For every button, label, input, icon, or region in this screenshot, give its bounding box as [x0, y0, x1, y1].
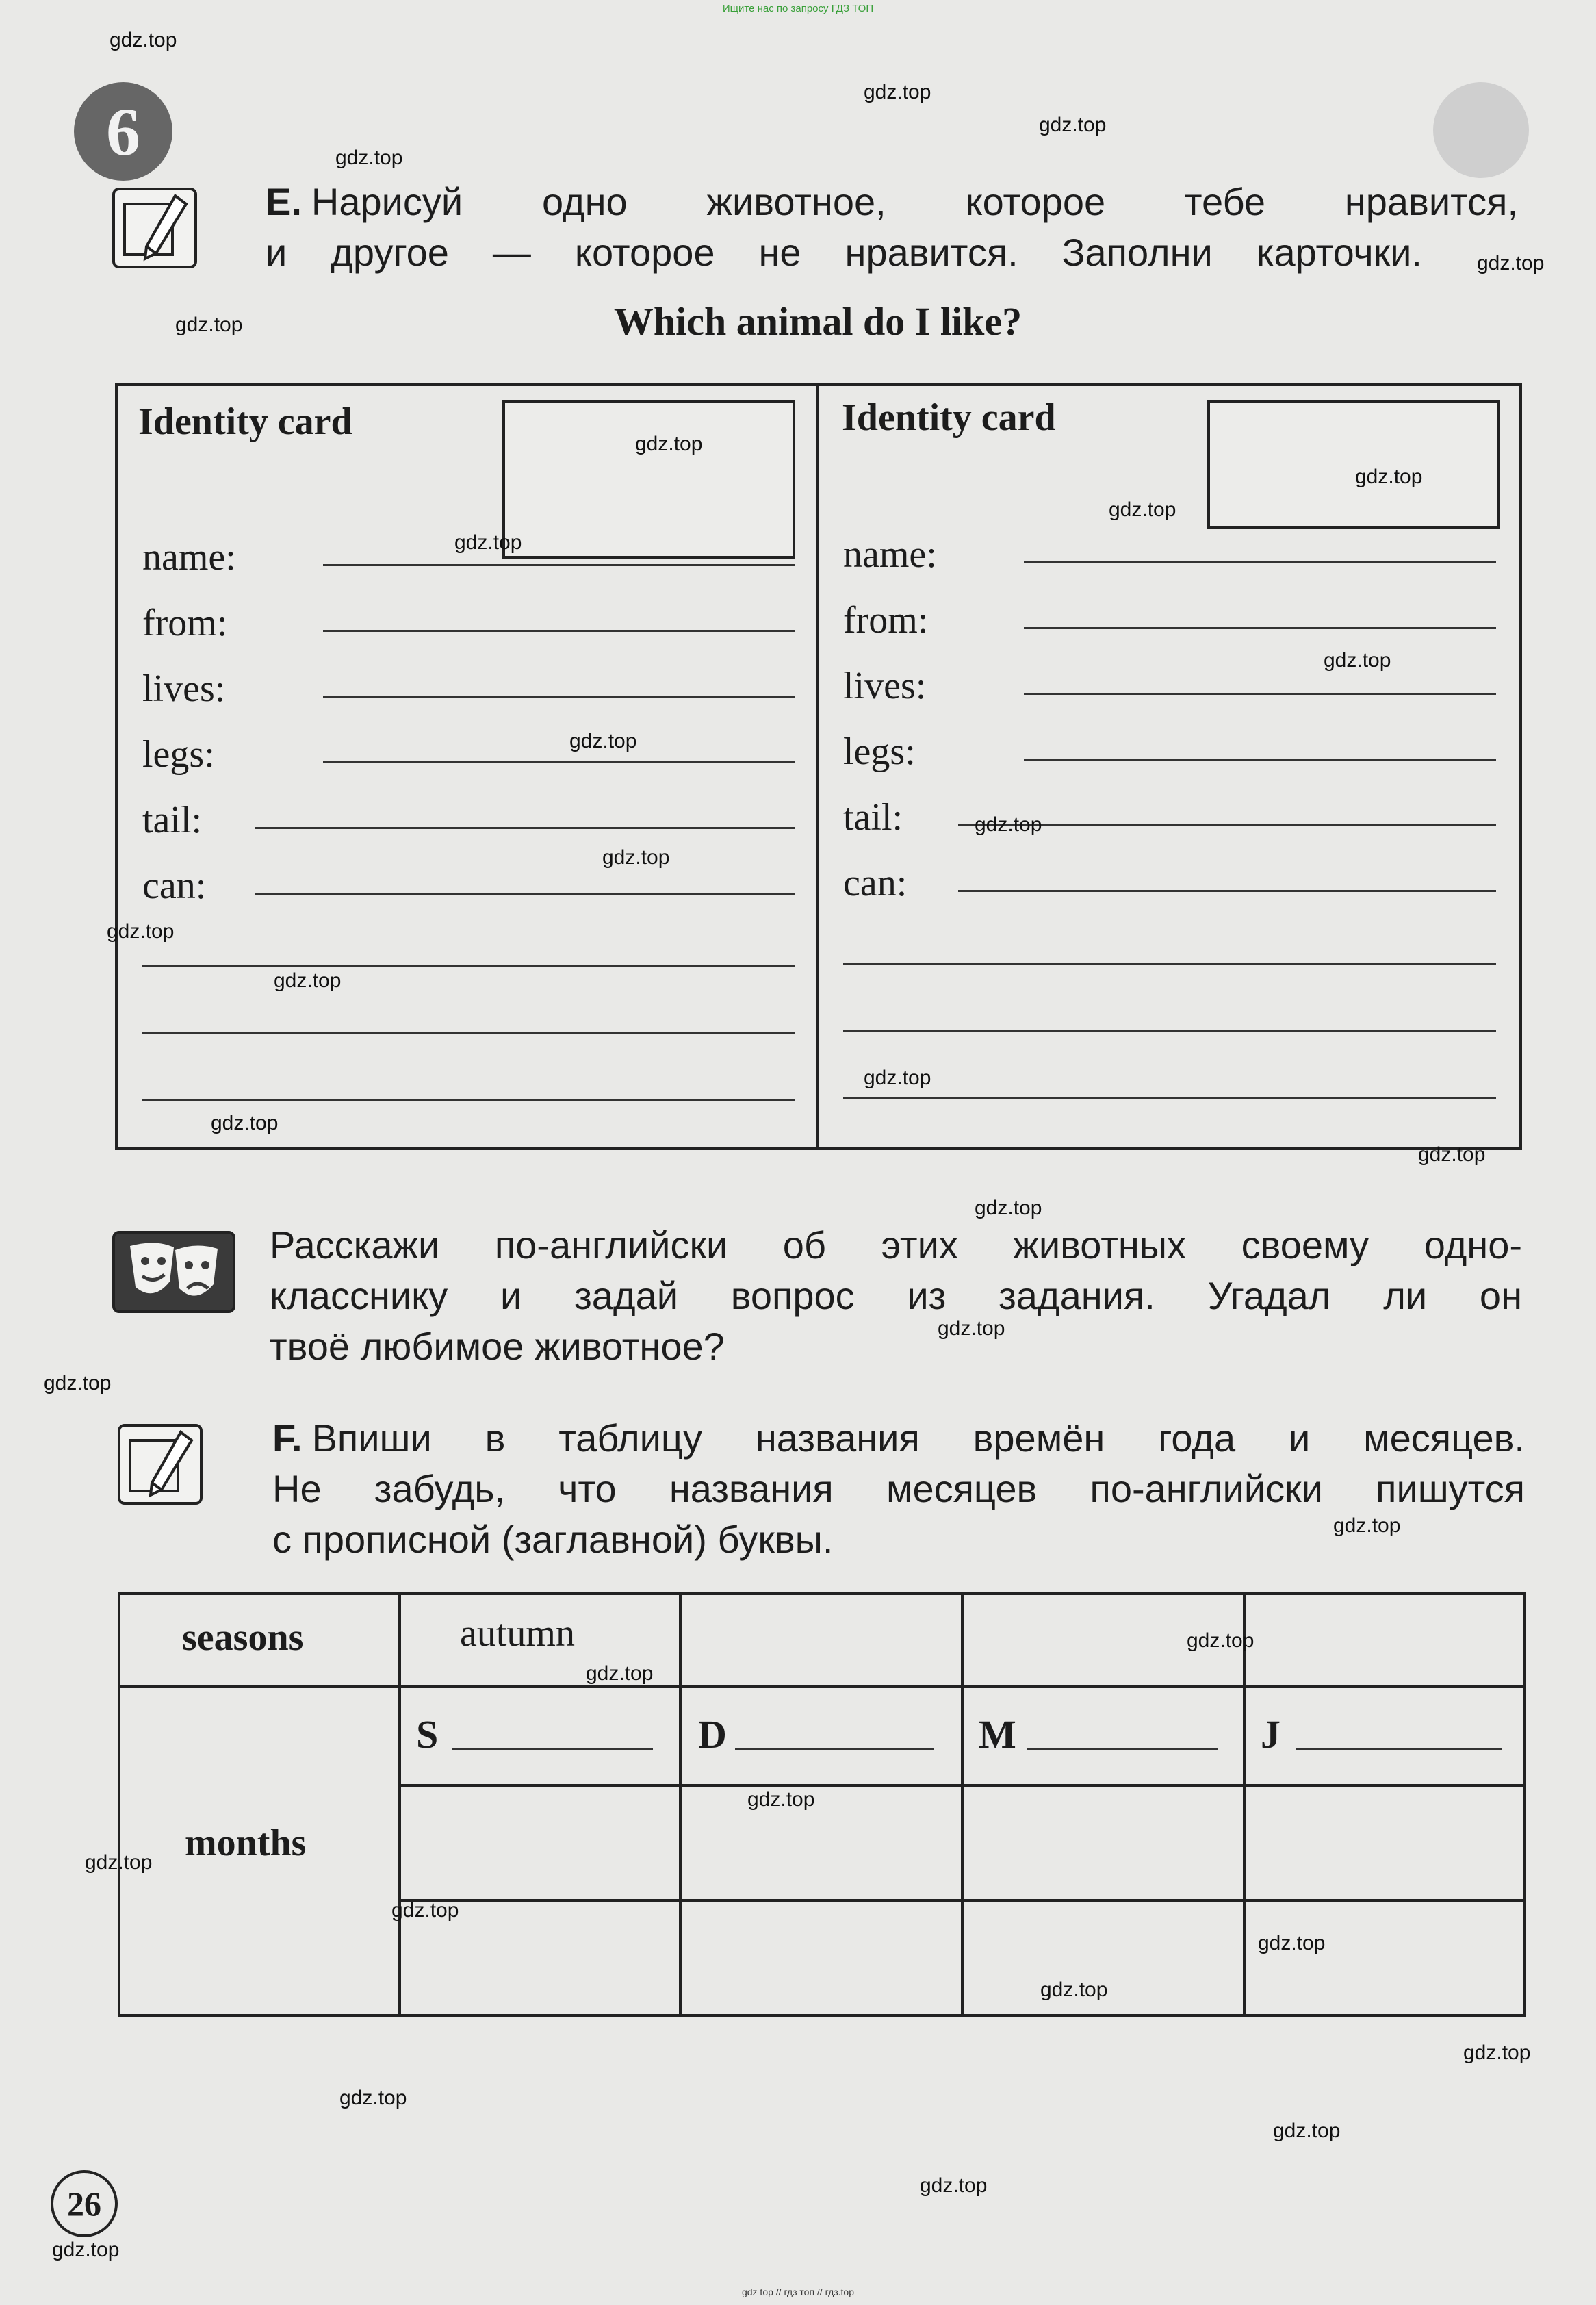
card-right-name-label: name: — [843, 533, 937, 576]
watermark: gdz.top — [85, 1851, 153, 1874]
watermark: gdz.top — [864, 1067, 931, 1089]
card-right-lives-line[interactable] — [1024, 693, 1496, 695]
watermark: gdz.top — [1187, 1629, 1254, 1652]
task-e-letter: E. — [266, 180, 302, 223]
watermark: gdz.top — [1333, 1514, 1401, 1537]
seasons-label: seasons — [182, 1616, 304, 1659]
watermark: gdz.top — [1324, 649, 1391, 672]
card-left-extra-line-3[interactable] — [142, 1099, 795, 1101]
speaking-line1: Расскажи по-английски об этих животных своему одно- — [270, 1223, 1522, 1266]
card-right-legs-label: legs: — [843, 730, 916, 773]
card-right-tail-label: tail: — [843, 796, 903, 839]
months-label: months — [185, 1822, 307, 1864]
card-left-from-label: from: — [142, 602, 228, 644]
month-letter-d: D — [698, 1712, 727, 1757]
card-left-legs-label: legs: — [142, 733, 215, 776]
watermark: gdz.top — [1463, 2041, 1531, 2064]
card-left-lives-label: lives: — [142, 667, 226, 710]
task-f-letter: F. — [272, 1416, 303, 1460]
watermark: gdz.top — [1039, 114, 1107, 136]
watermark: gdz.top — [44, 1372, 112, 1395]
watermark: gdz.top — [1258, 1932, 1326, 1954]
watermark: gdz.top — [52, 2239, 120, 2261]
card-right-extra-line-1[interactable] — [843, 963, 1496, 965]
month-line-d[interactable] — [735, 1748, 934, 1750]
month-letter-j: J — [1261, 1712, 1280, 1757]
card-left-lives-line[interactable] — [323, 696, 795, 698]
watermark: gdz.top — [1040, 1978, 1108, 2001]
col-divider-3 — [961, 1595, 964, 2014]
card-left-name-line[interactable] — [323, 564, 795, 566]
watermark: gdz.top — [975, 1197, 1042, 1219]
pencil-paper-icon — [112, 188, 197, 268]
top-banner: Ищите нас по запросу ГДЗ ТОП — [722, 3, 874, 14]
task-e-line1: E. Нарисуй одно животное, которое тебе нравится, — [266, 180, 1518, 223]
watermark: gdz.top — [1355, 466, 1423, 488]
card-right-drawing-box[interactable] — [1207, 400, 1500, 529]
watermark: gdz.top — [454, 531, 522, 554]
watermark: gdz.top — [938, 1317, 1005, 1340]
watermark: gdz.top — [175, 314, 243, 336]
month-line-j[interactable] — [1296, 1748, 1502, 1750]
watermark: gdz.top — [1273, 2119, 1341, 2142]
watermark: gdz.top — [339, 2087, 407, 2109]
unit-badge: 6 — [74, 82, 172, 181]
card-right-name-line[interactable] — [1024, 561, 1496, 563]
speaking-line3: твоё любимое животное? — [270, 1325, 725, 1368]
season-autumn: autumn — [460, 1612, 575, 1655]
col-divider-1 — [398, 1595, 401, 2014]
month-letter-s: S — [416, 1712, 439, 1757]
card-left-legs-line[interactable] — [323, 761, 795, 763]
watermark: gdz.top — [110, 29, 177, 51]
watermark: gdz.top — [975, 813, 1042, 836]
bleed-through-circle — [1433, 82, 1529, 178]
watermark: gdz.top — [274, 969, 342, 992]
card-left-from-line[interactable] — [323, 630, 795, 632]
watermark: gdz.top — [602, 846, 670, 869]
watermark: gdz.top — [635, 433, 703, 455]
task-f-line3: с прописной (заглавной) буквы. — [272, 1518, 834, 1561]
card-left-extra-line-1[interactable] — [142, 965, 795, 967]
card-left-title: Identity card — [138, 400, 352, 443]
cards-heading: Which animal do I like? — [613, 299, 1022, 344]
card-left-tail-label: tail: — [142, 799, 203, 841]
card-right-lives-label: lives: — [843, 665, 927, 707]
card-right-can-label: can: — [843, 862, 908, 904]
pencil-paper-icon-f — [118, 1424, 203, 1505]
identity-cards-table — [115, 383, 1522, 1150]
cards-divider — [816, 386, 819, 1147]
month-line-m[interactable] — [1027, 1748, 1218, 1750]
card-left-drawing-box[interactable] — [502, 400, 795, 559]
row-divider-3 — [398, 1899, 1523, 1902]
watermark: gdz.top — [1109, 498, 1176, 521]
bottom-banner: gdz top // гдз топ // гдз.top — [741, 2287, 855, 2297]
speaking-line2: класснику и задай вопрос из задания. Угадал ли он — [270, 1274, 1522, 1317]
watermark: gdz.top — [335, 147, 403, 169]
watermark: gdz.top — [107, 920, 175, 943]
task-e-line2: и другое — которое не нравится. Заполни карточки. — [266, 231, 1422, 274]
card-right-title: Identity card — [842, 396, 1056, 439]
task-f-line2: Не забудь, что названия месяцев по-английски пишутся — [272, 1467, 1525, 1510]
card-left-can-label: can: — [142, 865, 207, 907]
row-divider-2 — [398, 1784, 1523, 1787]
watermark: gdz.top — [1477, 252, 1545, 275]
month-line-s[interactable] — [452, 1748, 653, 1750]
card-left-extra-line-2[interactable] — [142, 1032, 795, 1034]
theatre-masks-icon — [112, 1231, 235, 1313]
watermark: gdz.top — [569, 730, 637, 752]
page-number: 26 — [51, 2170, 118, 2237]
card-right-extra-line-3[interactable] — [843, 1097, 1496, 1099]
watermark: gdz.top — [211, 1112, 279, 1134]
col-divider-2 — [679, 1595, 682, 2014]
card-right-from-line[interactable] — [1024, 627, 1496, 629]
card-left-tail-line[interactable] — [255, 827, 795, 829]
watermark: gdz.top — [747, 1788, 815, 1811]
card-right-can-line[interactable] — [958, 890, 1496, 892]
card-right-extra-line-2[interactable] — [843, 1030, 1496, 1032]
card-right-legs-line[interactable] — [1024, 759, 1496, 761]
card-left-name-label: name: — [142, 536, 236, 578]
col-divider-4 — [1243, 1595, 1246, 2014]
watermark: gdz.top — [864, 81, 931, 103]
watermark: gdz.top — [586, 1662, 654, 1685]
watermark: gdz.top — [1418, 1143, 1486, 1166]
month-letter-m: M — [979, 1712, 1016, 1757]
watermark: gdz.top — [920, 2174, 988, 2197]
watermark: gdz.top — [391, 1899, 459, 1922]
task-f-line1: F. Впиши в таблицу названия времён года и месяцев. — [272, 1416, 1525, 1460]
card-left-can-line[interactable] — [255, 893, 795, 895]
card-right-from-label: from: — [843, 599, 929, 641]
row-divider-1 — [120, 1685, 1523, 1688]
